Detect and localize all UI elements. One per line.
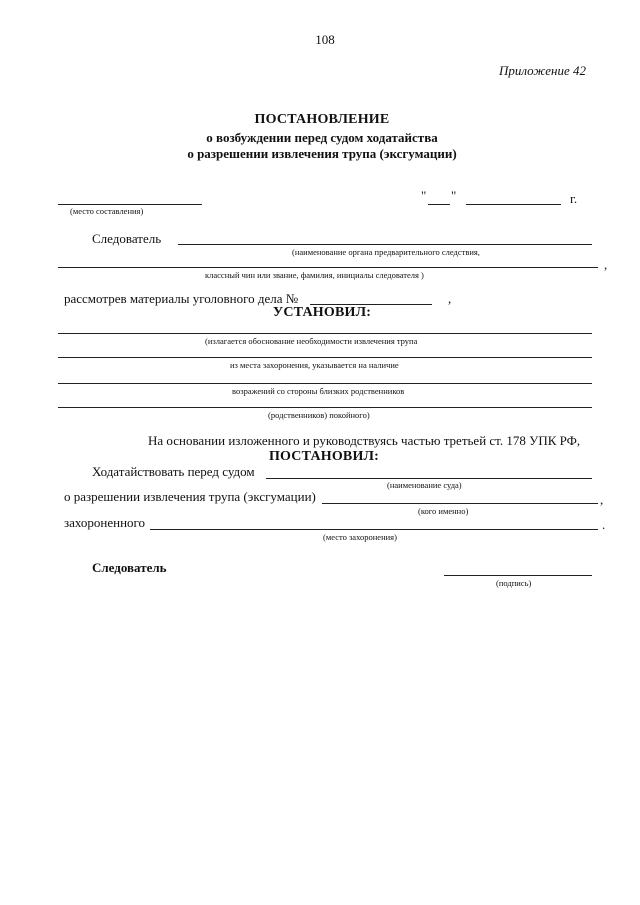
reasoning-line-2 — [58, 357, 592, 358]
reasoning-line-4 — [58, 407, 592, 408]
date-quote-open: " — [421, 188, 427, 203]
case-text: рассмотрев материалы уголовного дела № — [64, 291, 299, 306]
place-caption: (место составления) — [70, 206, 144, 216]
year-suffix: г. — [570, 191, 578, 206]
petition-text: Ходатайствовать перед судом — [92, 464, 255, 479]
reasoning-line-3 — [58, 383, 592, 384]
document-title: ПОСТАНОВЛЕНИЕ — [254, 112, 390, 127]
place-field-line — [58, 204, 202, 205]
rank-caption: классный чин или звание, фамилия, инициалы следователя ) — [205, 270, 424, 280]
case-comma: , — [448, 291, 452, 306]
whom-comma: , — [600, 492, 604, 507]
investigator-comma: , — [604, 257, 608, 272]
page-number: 108 — [315, 32, 335, 47]
reasoning-caption-1: (излагается обоснование необходимости извлечения трупа — [205, 336, 418, 346]
court-line — [266, 478, 592, 479]
buried-text: захороненного — [64, 515, 146, 530]
whom-line — [322, 503, 598, 504]
date-day-line — [428, 204, 450, 205]
document-subtitle-1: о возбуждении перед судом ходатайства — [206, 130, 438, 145]
reasoning-caption-2: из места захоронения, указывается на наличие — [230, 360, 399, 370]
organ-caption: (наименование органа предварительного следствия, — [292, 247, 480, 257]
investigator-label: Следователь — [92, 231, 162, 246]
court-caption: (наименование суда) — [387, 480, 462, 490]
investigator-name-line — [58, 267, 598, 268]
appendix-label: Приложение 42 — [498, 63, 586, 78]
burial-caption: (место захоронения) — [323, 532, 397, 542]
investigator-organ-line — [178, 244, 592, 245]
whom-caption: (кого именно) — [418, 506, 469, 516]
established-heading: УСТАНОВИЛ: — [272, 305, 372, 320]
signature-label: Следователь — [92, 560, 167, 575]
reasoning-caption-3: возражений со стороны близких родственников — [232, 386, 405, 396]
reasoning-line-1 — [58, 333, 592, 334]
signature-caption: (подпись) — [496, 578, 532, 588]
document-subtitle-2: о разрешении извлечения трупа (эксгумации) — [187, 146, 457, 161]
reasoning-caption-4: (родственников) покойного) — [268, 410, 370, 420]
resolved-heading: ПОСТАНОВИЛ: — [268, 449, 380, 464]
date-quote-close: " — [451, 188, 457, 203]
basis-text: На основании изложенного и руководствуясь частью третьей ст. 178 УПК РФ, — [148, 433, 581, 448]
date-month-line — [466, 204, 561, 205]
burial-place-line — [150, 529, 598, 530]
signature-line — [444, 575, 592, 576]
buried-period: . — [602, 517, 606, 532]
permission-text: о разрешении извлечения трупа (эксгумации) — [64, 489, 316, 504]
